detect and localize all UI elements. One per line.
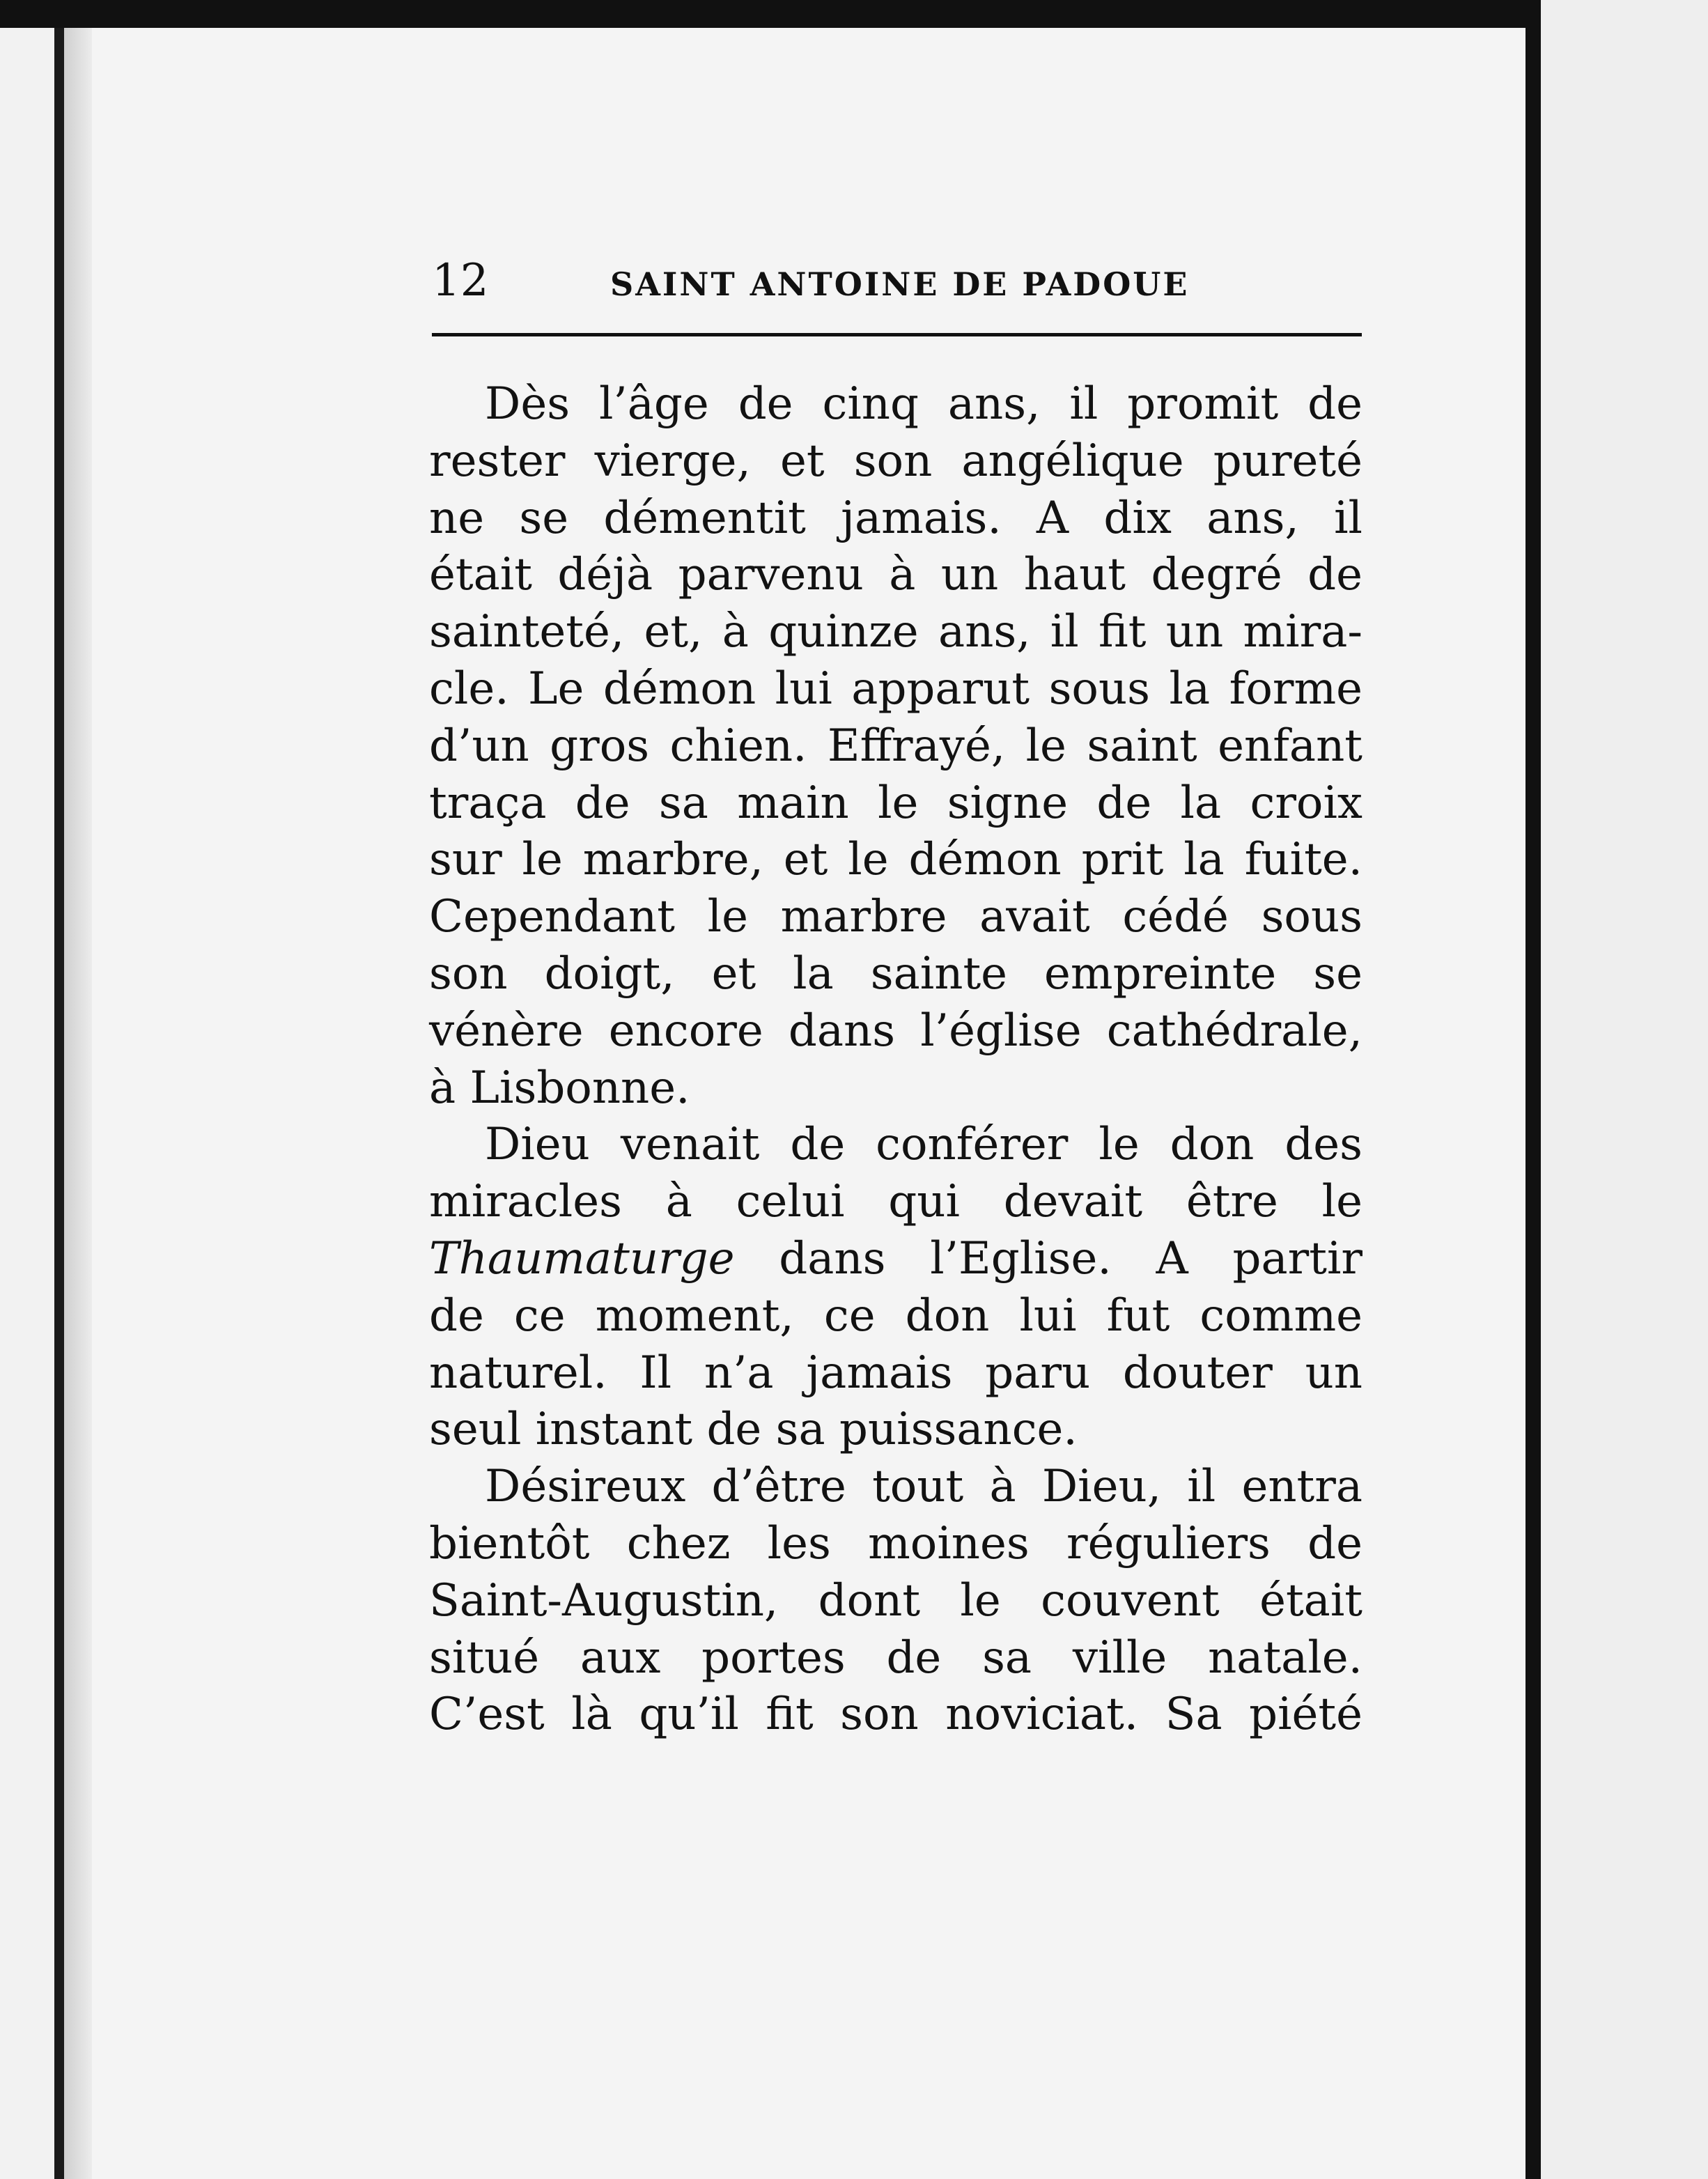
text-line: son doigt, et la sainte empreinte se xyxy=(429,947,1362,1000)
text-line: Saint-Augustin, dont le couvent était xyxy=(429,1574,1362,1627)
text-line xyxy=(429,1231,1362,1288)
text-line: Désireux d’être tout à Dieu, il entra xyxy=(485,1461,1362,1513)
page-gutter-right xyxy=(1525,0,1541,2179)
text-line: C’est là qu’il fit son noviciat. Sa piété xyxy=(429,1689,1362,1741)
text-line: sur le marbre, et le démon prit la fuite. xyxy=(429,834,1362,886)
text-line: Cependant le marbre avait cédé sous xyxy=(429,891,1362,943)
text-line: ne se démentit jamais. A dix ans, il xyxy=(429,492,1362,544)
page-number: 12 xyxy=(432,255,489,307)
body-text xyxy=(429,376,1362,1744)
text-line: à Lisbonne. xyxy=(429,1062,690,1114)
text-line: rester vierge, et son angélique pureté xyxy=(429,435,1362,487)
text-line: Dieu venait de conférer le don des xyxy=(485,1119,1362,1171)
text-line: de ce moment, ce don lui fut comme xyxy=(429,1289,1362,1342)
header-rule xyxy=(432,333,1362,336)
scan-top-border xyxy=(0,0,1708,28)
running-title: SAINT ANTOINE DE PADOUE xyxy=(610,265,1190,303)
adjacent-page-sliver xyxy=(1541,0,1708,2179)
text-line: situé aux portes de sa ville natale. xyxy=(429,1631,1362,1684)
text-line: traça de sa main le signe de la croix xyxy=(429,777,1362,829)
binding-shadow xyxy=(64,28,92,2179)
text-line: Dès l’âge de cinq ans, il promit de xyxy=(485,378,1362,430)
text-line: d’un gros chien. Effrayé, le saint enfant xyxy=(429,720,1362,772)
running-head xyxy=(432,256,1365,305)
text-line: était déjà parvenu à un haut degré de xyxy=(429,549,1362,601)
text-fragment: dans l’Eglise. A partir xyxy=(734,1232,1362,1285)
text-line: sainteté, et, à quinze ans, il fit un mira- xyxy=(429,606,1362,658)
text-line: naturel. Il n’a jamais paru douter un xyxy=(429,1347,1362,1399)
text-line: seul instant de sa puissance. xyxy=(429,1404,1078,1456)
binding-edge xyxy=(54,28,64,2179)
text-line: vénère encore dans l’église cathédrale, xyxy=(429,1005,1362,1057)
text-line: cle. Le démon lui apparut sous la forme xyxy=(429,662,1362,715)
text-line: miracles à celui qui devait être le xyxy=(429,1176,1362,1228)
italic-word: Thaumaturge xyxy=(429,1232,735,1285)
text-line: bientôt chez les moines réguliers de xyxy=(429,1517,1362,1569)
